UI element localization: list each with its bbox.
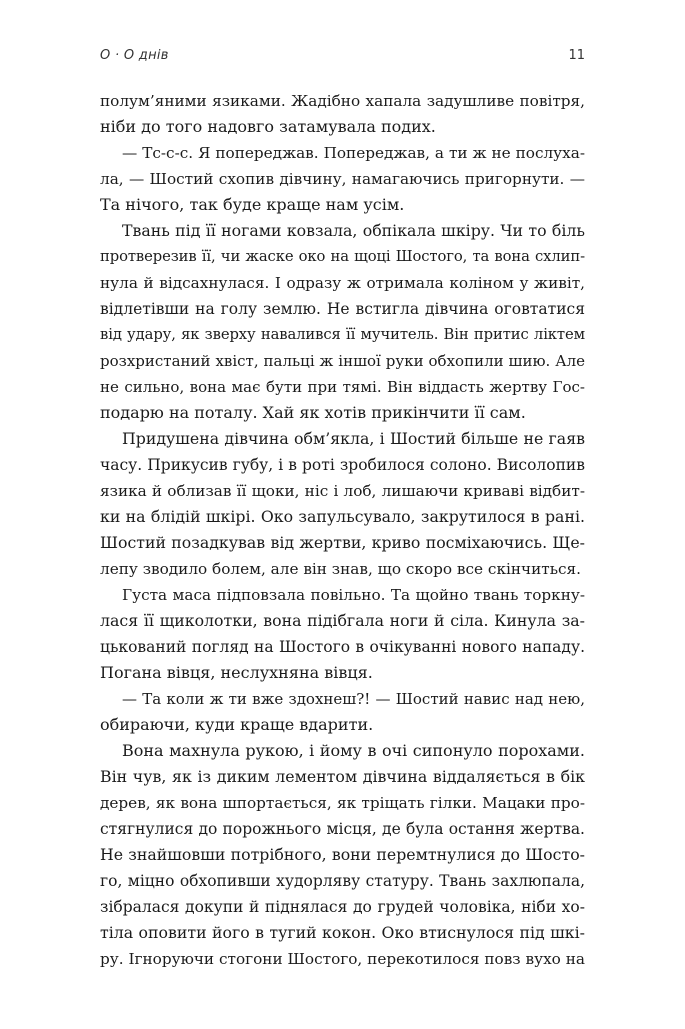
- text-line: Твань під її ногами ковзала, обпікала шкіру. Чи то біль: [122, 221, 585, 240]
- text-line: часу. Прикусив губу, і в роті зробилося солоно. Висолопив: [100, 456, 585, 474]
- text-line: протверезив її, чи жаске око на щоці Шостого, та вона схлип-: [100, 248, 585, 265]
- text-line: обираючи, куди краще вдарити.: [100, 715, 374, 734]
- text-line: Придушена дівчина обм’якла, і Шостий більше не гаяв: [122, 429, 585, 448]
- text-line: тіла оповити його в тугий кокон. Око втиснулося під шкі-: [100, 923, 585, 942]
- text-line: відлетівши на голу землю. Не встигла дівчина оговтатися: [100, 300, 585, 318]
- text-line: від удару, як зверху навалився її мучитель. Він притис ліктем: [100, 326, 585, 343]
- text-line: нула й відсахнулася. І одразу ж отримала коліном у живіт,: [100, 274, 585, 292]
- text-line: го, міцно обхопивши худорляву статуру. Твань захлюпала,: [100, 872, 585, 890]
- text-line: стягнулися до порожнього місця, де була остання жертва.: [100, 820, 585, 838]
- text-line: язика й облизав її щоки, ніс і лоб, лишаючи криваві відбит-: [100, 482, 585, 500]
- text-line: Він чув, як із диким лементом дівчина віддаляється в бік: [100, 767, 585, 786]
- text-line: не сильно, вона має бути при тямі. Він віддасть жертву Гос-: [100, 378, 585, 396]
- text-line: Та нічого, так буде краще нам усім.: [100, 195, 405, 214]
- text-line: — Та коли ж ти вже здохнеш?! — Шостий навис над нею,: [122, 690, 585, 708]
- text-line: — Тс-с-с. Я попереджав. Попереджав, а ти ж не послуха-: [122, 144, 585, 162]
- page-number: 11: [568, 48, 585, 63]
- running-head: О · О днів: [100, 48, 169, 63]
- text-line: Густа маса підповзала повільно. Та щойно твань торкну-: [122, 586, 585, 604]
- text-line: полум’яними язиками. Жадібно хапала задушливе повітря,: [100, 92, 585, 110]
- text-line: цькований погляд на Шостого в очікуванні нового нападу.: [100, 638, 585, 656]
- text-line: дерев, як вона шпортається, як тріщать гілки. Мацаки про-: [100, 794, 585, 812]
- body-text: [100, 88, 585, 972]
- text-line: Погана вівця, неслухняна вівця.: [100, 663, 373, 682]
- text-line: ніби до того надовго затамувала подих.: [100, 117, 436, 136]
- text-line: розхристаний хвіст, пальці ж іншої руки обхопили шию. Але: [100, 352, 585, 370]
- text-line: Вона махнула рукою, і йому в очі сипонуло порохами.: [122, 741, 585, 760]
- page-header: [100, 48, 585, 74]
- text-line: Не знайшовши потрібного, вони перемтнулися до Шосто-: [100, 845, 585, 864]
- text-line: лася її щиколотки, вона підібгала ноги й сіла. Кинула за-: [100, 611, 585, 630]
- text-line: ла, — Шостий схопив дівчину, намагаючись пригорнути. —: [100, 170, 585, 188]
- text-line: подарю на поталу. Хай як хотів прикінчити її сам.: [100, 403, 526, 422]
- text-line: зібралася докупи й піднялася до грудей чоловіка, ніби хо-: [100, 898, 585, 916]
- text-line: ру. Ігноруючи стогони Шостого, перекотилося повз вухо на: [100, 950, 585, 968]
- text-line: ки на блідій шкірі. Око запульсувало, закрутилося в рані.: [100, 507, 585, 526]
- text-line: Шостий позадкував від жертви, криво посміхаючись. Ще-: [100, 533, 585, 552]
- text-line: лепу зводило болем, але він знав, що скоро все скінчиться.: [100, 560, 582, 578]
